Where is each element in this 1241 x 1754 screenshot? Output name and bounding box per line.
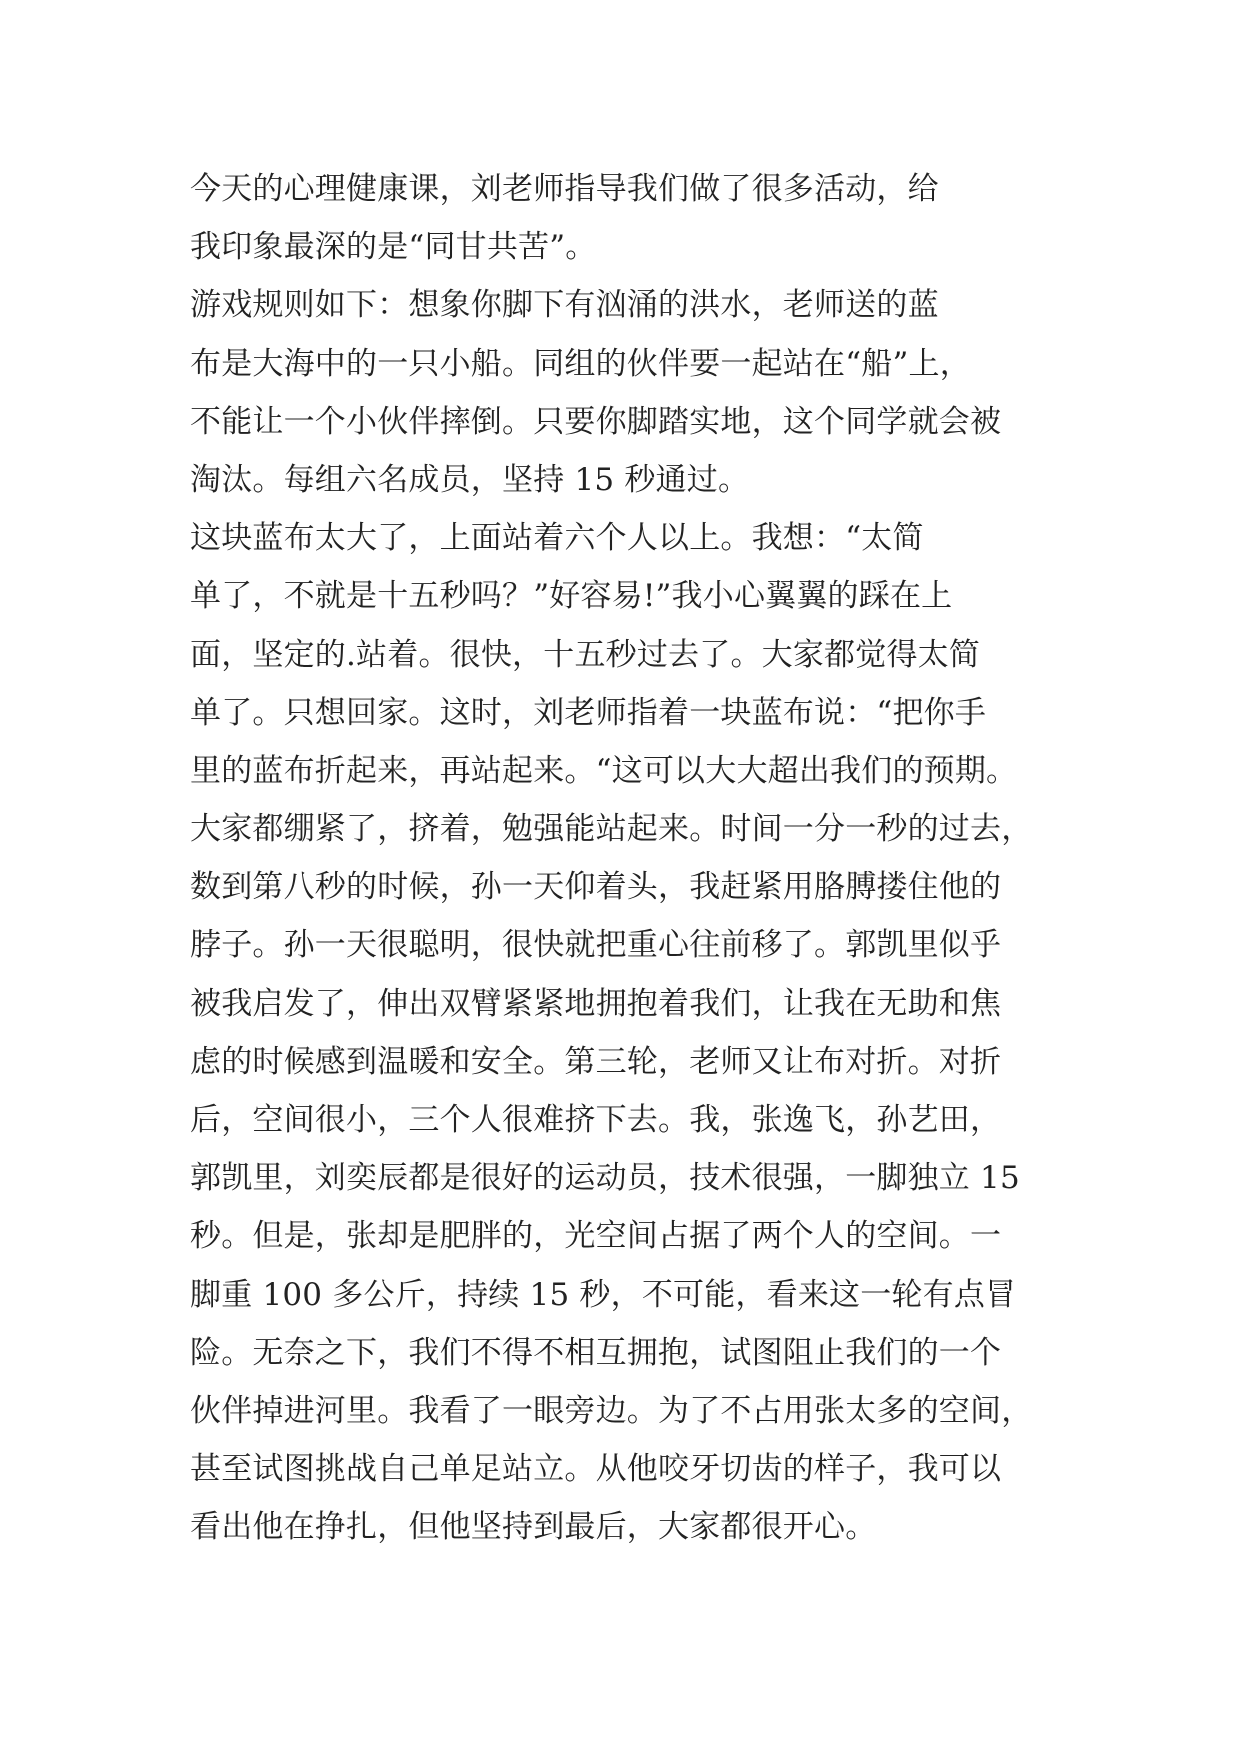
- text-line: 布是大海中的一只小船。同组的伙伴要一起站在“船”上，: [190, 345, 971, 382]
- text-line: 我印象最深的是“同甘共苦”。: [190, 229, 597, 266]
- text-line: 被我启发了，伸出双臂紧紧地拥抱着我们，让我在无助和焦: [190, 985, 1002, 1022]
- text-line: 后，空间很小，三个人很难挤下去。我，张逸飞，孙艺田，: [190, 1102, 1002, 1138]
- text-line: 大家都绷紧了，挤着，勉强能站起来。时间一分一秒的过去，: [190, 811, 1033, 848]
- text-line: 淘汰。每组六名成员，坚持 15 秒通过。: [190, 461, 750, 498]
- text-line: 游戏规则如下：想象你脚下有汹涌的洪水，老师送的蓝: [190, 287, 939, 324]
- text-line: 单了。只想回家。这时，刘老师指着一块蓝布说：“把你手: [190, 694, 987, 731]
- text-line: 甚至试图挑战自己单足站立。从他咬牙切齿的样子，我可以: [190, 1451, 1002, 1488]
- text-line: 看出他在挣扎，但他坚持到最后，大家都很开心。: [190, 1509, 877, 1546]
- text-line: 虑的时候感到温暖和安全。第三轮，老师又让布对折。对折: [190, 1043, 1002, 1080]
- text-line: 伙伴掉进河里。我看了一眼旁边。为了不占用张太多的空间，: [190, 1392, 1033, 1429]
- text-line: 面，坚定的.站着。很快，十五秒过去了。大家都觉得太简: [190, 636, 981, 673]
- text-line: 数到第八秒的时候，孙一天仰着头，我赶紧用胳膊搂住他的: [190, 869, 1002, 906]
- text-line: 今天的心理健康课，刘老师指导我们做了很多活动，给: [190, 171, 939, 207]
- text-line: 秒。但是，张却是肥胖的，光空间占据了两个人的空间。一: [190, 1218, 1002, 1255]
- text-line: 里的蓝布折起来，再站起来。“这可以大大超出我们的预期。: [190, 752, 1018, 789]
- text-line: 不能让一个小伙伴摔倒。只要你脚踏实地，这个同学就会被: [190, 403, 1002, 440]
- text-line: 脚重 100 多公斤，持续 15 秒，不可能，看来这一轮有点冒: [190, 1276, 1017, 1313]
- essay-body: [190, 160, 1050, 1557]
- text-line: 单了，不就是十五秒吗？”好容易!”我小心翼翼的踩在上: [190, 578, 953, 615]
- text-line: 郭凯里，刘奕辰都是很好的运动员，技术很强，一脚独立 15: [190, 1160, 1020, 1197]
- text-line: 险。无奈之下，我们不得不相互拥抱，试图阻止我们的一个: [190, 1334, 1002, 1371]
- text-line: 这块蓝布太大了，上面站着六个人以上。我想：“太简: [190, 520, 924, 557]
- text-line: 脖子。孙一天很聪明，很快就把重心往前移了。郭凯里似乎: [190, 927, 1002, 964]
